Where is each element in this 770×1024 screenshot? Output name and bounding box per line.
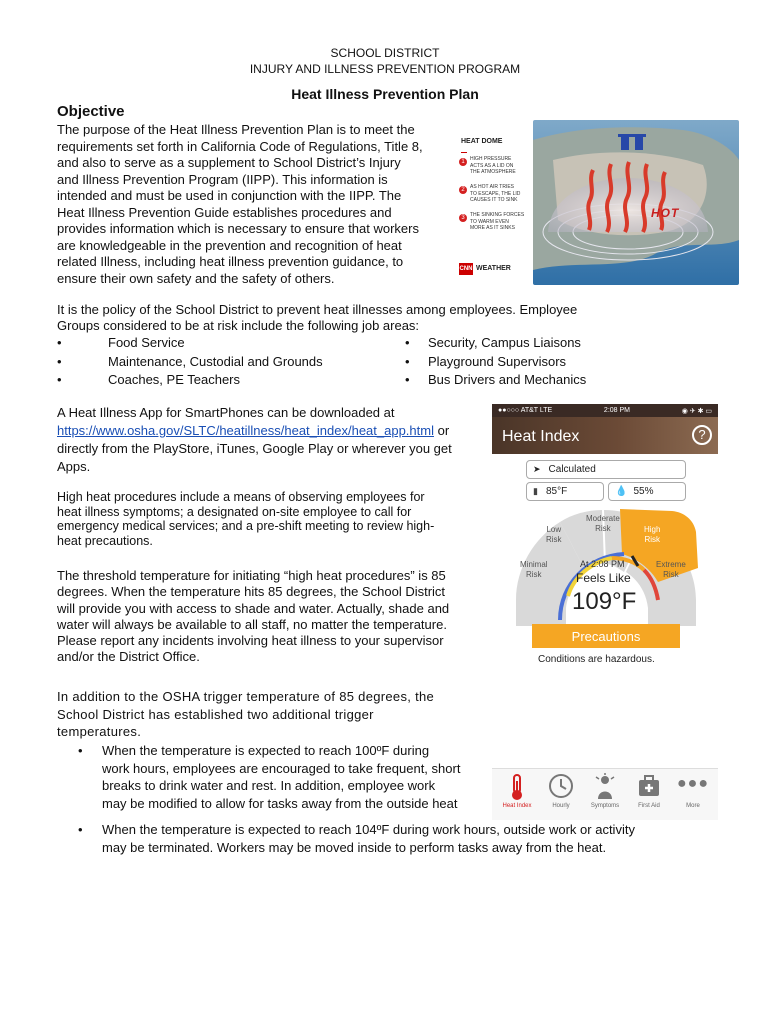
thermometer-icon: ▮ xyxy=(533,486,538,496)
heat-dome-step xyxy=(459,156,531,176)
humidity-drop-icon: 💧 xyxy=(615,486,628,497)
osha-paragraph xyxy=(57,688,487,741)
tab-label: Hourly xyxy=(552,803,570,809)
dome-map xyxy=(533,120,739,285)
step-number: 1 xyxy=(459,158,467,166)
text-line: heat illness symptoms; a designated on-site employee to call for xyxy=(57,504,412,519)
text-line: School District has established two additional trigger xyxy=(57,706,374,722)
text-line: In addition to the OSHA trigger temperature of 85 degrees, the xyxy=(57,689,435,704)
location-field[interactable] xyxy=(526,460,686,479)
tab-label: First Aid xyxy=(638,803,660,809)
objective-paragraph xyxy=(57,122,457,287)
app-paragraph xyxy=(57,404,487,476)
text-line: water will always be available to all staff, no matter the temperature. xyxy=(57,616,447,632)
text-line: provides information which is necessary to ensure that workers xyxy=(57,221,419,236)
risk-text: Risk xyxy=(595,524,611,533)
link-suffix: or xyxy=(433,423,450,438)
text-line: When the temperature is expected to reach 104ºF during work hours, outside work or activity xyxy=(102,822,635,837)
list-item xyxy=(405,372,725,391)
risk-text: Low xyxy=(546,525,562,534)
risk-text: Risk xyxy=(663,570,679,579)
tab-hourly[interactable] xyxy=(540,773,582,809)
policy-line: It is the policy of the School District to prevent heat illnesses among employees. Employee xyxy=(57,302,578,317)
trigger-item-104 xyxy=(78,821,718,857)
heat-dome-title: HEAT DOME xyxy=(461,138,503,145)
text-line: The purpose of the Heat Illness Prevention Plan is to meet the xyxy=(57,122,415,137)
text-line: may be terminated. Workers may be moved inside to perform tasks away from the heat. xyxy=(102,840,607,855)
reading-time: At 2:08 PM xyxy=(580,559,625,569)
risk-text: Moderate xyxy=(586,514,620,523)
humidity-field[interactable] xyxy=(608,482,686,501)
step-text: THE ATMOSPHERE xyxy=(470,169,516,175)
text-line: ensure their own safety and the safety of others. xyxy=(57,270,335,286)
text-line: directly from the PlayStore, iTunes, Google Play or wherever you get xyxy=(57,441,452,456)
list-item xyxy=(57,335,377,354)
step-text: AS HOT AIR TRIES xyxy=(470,184,514,190)
feels-like-label: Feels Like xyxy=(576,571,631,585)
temperature-value: 85°F xyxy=(545,486,568,497)
clock-icon xyxy=(540,773,582,803)
text-line: emergency medical services; and a pre-shift meeting to review high- xyxy=(57,519,435,533)
precautions-button[interactable]: Precautions xyxy=(532,624,680,648)
text-line: are knowledgeable in the prevention and recognition of heat xyxy=(57,237,402,253)
page-title: Heat Illness Prevention Plan xyxy=(291,86,479,102)
risk-text: Risk xyxy=(526,570,542,579)
text-line: temperatures. xyxy=(57,724,142,739)
group-label: Security, Campus Liaisons xyxy=(428,335,581,350)
program-name: INJURY AND ILLNESS PREVENTION PROGRAM xyxy=(249,62,521,76)
risk-extreme-label xyxy=(656,560,686,580)
first-aid-kit-icon xyxy=(628,773,670,803)
text-line: When the temperature is expected to reach 100ºF during xyxy=(102,743,430,758)
text-line: and Illness Prevention Program (IIPP). This information is xyxy=(57,171,388,187)
step-text: TO ESCAPE, THE LID xyxy=(470,190,521,197)
text-line: heat precautions. xyxy=(57,533,153,548)
heat-dome-step xyxy=(459,184,531,204)
step-number: 3 xyxy=(459,214,467,222)
text-line: intended and must be used in conjunction with the IIPP. The xyxy=(57,188,402,203)
list-item xyxy=(405,354,725,373)
text-line: will provide you with access to shade and water. Actually, shade and xyxy=(57,600,450,616)
risk-minimal-label xyxy=(520,560,548,580)
conditions-text: Conditions are hazardous. xyxy=(538,654,655,665)
tab-symptoms[interactable] xyxy=(584,773,626,809)
threshold-paragraph xyxy=(57,568,487,666)
text-line: requirements set forth in California Code of Regulations, Title 8, xyxy=(57,138,423,154)
text-line: High heat procedures include a means of observing employees for xyxy=(57,490,425,504)
more-dots-icon: ●●● xyxy=(677,775,709,792)
location-arrow-icon: ➤ xyxy=(533,464,541,474)
risk-text: High xyxy=(644,525,661,534)
objective-heading: Objective xyxy=(57,103,125,120)
text-line: Apps. xyxy=(57,459,91,474)
text-line: work hours, employees are encouraged to take frequent, short xyxy=(102,760,461,776)
district-name: SCHOOL DISTRICT xyxy=(330,46,440,60)
text-line: breaks to drink water and rest. In addition, employee work xyxy=(102,778,436,793)
group-label: Bus Drivers and Mechanics xyxy=(428,372,587,387)
person-sun-icon xyxy=(584,773,626,803)
text-line xyxy=(57,422,487,440)
step-text: THE SINKING FORCES xyxy=(470,212,525,218)
cnn-logo: CNN xyxy=(459,263,473,275)
risk-groups-right xyxy=(405,335,725,391)
text-line: A Heat Illness App for SmartPhones can be downloaded at xyxy=(57,405,395,420)
text-line: and also to serve as a supplement to School District’s Injury xyxy=(57,155,401,170)
list-item xyxy=(57,354,377,373)
status-time: 2:08 PM xyxy=(603,407,630,414)
bullet: • xyxy=(78,822,83,837)
step-text: CAUSES IT TO SINK xyxy=(470,197,518,203)
heat-index-app-screenshot xyxy=(492,404,718,672)
policy-line: Groups considered to be at risk include the following job areas: xyxy=(57,318,420,333)
step-text: ACTS AS A LID ON xyxy=(470,162,514,169)
location-value: Calculated xyxy=(548,464,596,475)
app-title: Heat Index xyxy=(502,428,580,445)
text-line: The threshold temperature for initiating “high heat procedures” is 85 xyxy=(57,568,446,583)
step-text: MORE AS IT SINKS xyxy=(470,225,515,231)
text-line: related Illness, including heat illness prevention guidance, to xyxy=(57,254,404,269)
step-text: HIGH PRESSURE xyxy=(470,156,512,162)
osha-app-link[interactable]: https://www.osha.gov/SLTC/heatillness/heat_index/heat_app.html xyxy=(57,423,434,438)
hot-label: HOT xyxy=(651,206,680,220)
list-item xyxy=(405,335,725,354)
feels-like-value: 109°F xyxy=(572,588,637,615)
text-line: and/or the District Office. xyxy=(57,649,200,665)
bullet: • xyxy=(57,335,62,350)
tab-more[interactable] xyxy=(672,773,714,809)
carrier-text: ●●○○○ AT&T LTE xyxy=(498,407,553,414)
bullet: • xyxy=(405,372,410,387)
bullet: • xyxy=(57,353,62,369)
group-label: Maintenance, Custodial and Grounds xyxy=(108,353,323,369)
bullet: • xyxy=(78,743,83,758)
text-line: may be modified to allow for tasks away from the outside heat xyxy=(102,795,458,811)
weather-brand: WEATHER xyxy=(476,265,511,272)
risk-moderate-label xyxy=(586,514,620,534)
humidity-value: 55% xyxy=(633,486,654,497)
risk-text: Extreme xyxy=(656,560,686,569)
step-number: 2 xyxy=(459,186,467,194)
risk-text: Minimal xyxy=(520,560,548,569)
status-icons: ◉ ✈ ✱ ▭ xyxy=(681,407,712,415)
risk-low-label xyxy=(546,525,562,545)
tab-label: More xyxy=(686,803,700,809)
text-line: Heat Illness Prevention Guide establishes procedures and xyxy=(57,204,392,220)
text-line: Please report any incidents involving heat illness to your supervisor xyxy=(57,633,444,649)
risk-text: Risk xyxy=(644,535,660,544)
step-text: TO WARM EVEN xyxy=(470,218,509,225)
bullet: • xyxy=(405,353,410,369)
bullet: • xyxy=(405,335,410,350)
group-label: Food Service xyxy=(108,335,185,350)
status-bar xyxy=(492,404,718,417)
tab-first-aid[interactable] xyxy=(628,773,670,809)
risk-groups-left xyxy=(57,335,377,391)
tab-heat-index[interactable] xyxy=(496,773,538,809)
app-header xyxy=(492,417,718,454)
list-item xyxy=(57,372,377,391)
risk-text: Risk xyxy=(546,535,562,544)
tab-label: Heat Index xyxy=(502,803,532,809)
temperature-field[interactable] xyxy=(526,482,604,501)
thermometer-icon xyxy=(496,773,538,803)
group-label: Playground Supervisors xyxy=(428,353,567,369)
heat-dome-step xyxy=(459,212,531,232)
trigger-item-100 xyxy=(78,742,498,812)
help-icon[interactable]: ? xyxy=(692,425,712,445)
bullet: • xyxy=(57,372,62,387)
procedures-paragraph xyxy=(57,490,487,548)
dome-map-illustration xyxy=(533,120,739,285)
risk-high-label xyxy=(644,525,660,545)
group-label: Coaches, PE Teachers xyxy=(108,372,240,387)
heat-dome-graphic xyxy=(455,120,739,285)
tab-label: Symptoms xyxy=(590,803,620,809)
text-line: degrees. When the temperature hits 85 degrees, the School District xyxy=(57,584,446,600)
app-tab-bar xyxy=(492,768,718,820)
